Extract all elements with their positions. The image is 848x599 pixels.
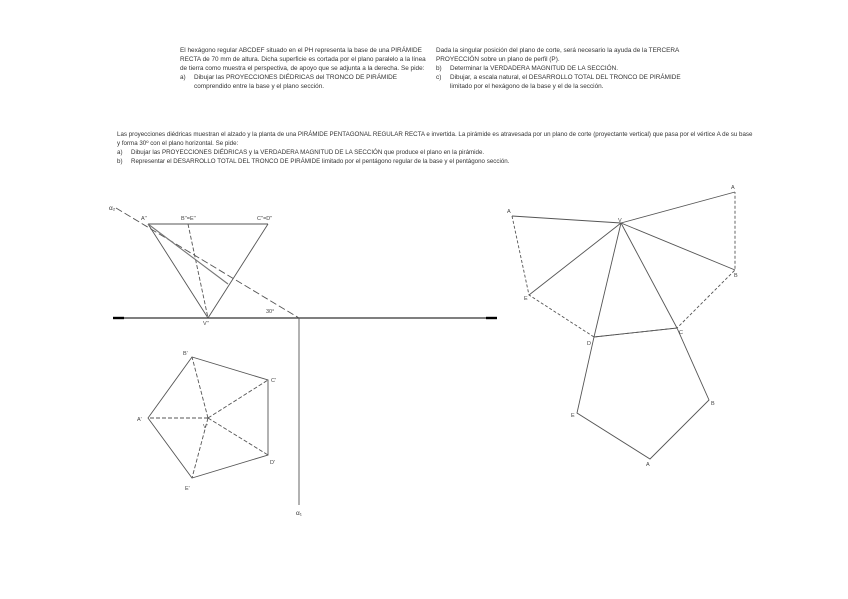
item-label: b)	[117, 158, 123, 165]
dev-section-outline	[512, 192, 735, 337]
dev-label-b-bottom: B	[711, 401, 715, 407]
dev-label-e-bottom: E	[571, 413, 575, 419]
plan-edge-vc	[208, 380, 268, 418]
plan-label-c: C'	[271, 378, 277, 384]
elev-label-cd: C''=D''	[257, 216, 273, 222]
elev-label-v: V''	[203, 321, 209, 327]
elev-label-be: B''=E''	[181, 216, 196, 222]
dev-label-a-left: A	[507, 209, 511, 215]
dev-label-d: D	[587, 341, 591, 347]
plan-label-a: A'	[137, 417, 142, 423]
intro-text: El hexágono regular ABCDEF situado en el PH representa la base de una PIRÁMIDE RECTA de 70 mm de altura. Dicha superficie es cortada por el plano paralelo a la línea de tierra como muestra el perspectiva, de apoyo que se adjunta a la derecha. Se pide:	[180, 47, 426, 72]
dev-edge-vd	[594, 223, 621, 337]
item-label: c)	[436, 74, 442, 81]
plan-label-v: V'	[203, 424, 208, 430]
dev-label-v: V	[618, 218, 622, 224]
item-label: a)	[180, 74, 186, 81]
dev-label-a-right: A	[731, 185, 735, 191]
dev-label-a-bottom: A	[646, 462, 650, 468]
intro-text: Dada la singular posición del plano de corte, será necesario la ayuda de la TERCERA PROYECCIÓN sobre un plano de perfil (P).	[436, 47, 679, 63]
elev-label-a: A''	[141, 216, 147, 222]
plan-view	[148, 357, 268, 478]
exercise-intro: Las proyecciones diédricas muestran el alzado y la planta de una PIRÁMIDE PENTAGONAL REGULAR RECTA e invertida. La pirámide es atravesada por un plano de corte (proyectante vertical) que pasa por el vértice A de su base y forma 30º con el plano horizontal. Se pide:	[117, 131, 753, 147]
plane-trace-vertical	[116, 208, 299, 318]
item-text: Representar el DESARROLLO TOTAL DEL TRONCO DE PIRÁMIDE limitado por el pentágono regular de la base y el pentágono sección.	[131, 158, 510, 165]
dev-base-pentagon	[577, 328, 709, 459]
item-label: a)	[117, 149, 123, 156]
plan-label-b: B'	[183, 351, 188, 357]
elev-edge-b	[188, 224, 208, 318]
plan-edge-vd	[208, 418, 268, 455]
dev-label-b-top: B	[734, 273, 738, 279]
elevation-view	[148, 224, 268, 318]
item-text: Dibujar las PROYECCIONES DIÉDRICAS y la VERDADERA MAGNITUD DE LA SECCIÓN que produce el plano en la pirámide.	[131, 149, 485, 156]
plan-label-d: D'	[270, 460, 276, 466]
item-text: Dibujar las PROYECCIONES DIÉDRICAS del TRONCO DE PIRÁMIDE comprendido entre la base y el plano sección.	[194, 74, 398, 90]
dev-edge-va2	[621, 192, 735, 223]
elev-edge-c	[208, 224, 268, 318]
item-text: Dibujar, a escala natural, el DESARROLLO TOTAL DEL TRONCO DE PIRÁMIDE limitado por el hexágono de la base y el de la sección.	[450, 74, 681, 90]
angle-label: 30°	[266, 309, 275, 315]
dev-edge-ve	[529, 223, 621, 295]
dev-edge-vc	[621, 223, 677, 328]
dev-label-e-top: E	[524, 296, 528, 302]
alpha-top-label: α₂	[109, 205, 116, 212]
item-label: b)	[436, 65, 442, 72]
dev-edge-va1	[512, 216, 621, 223]
plan-label-e: E'	[185, 486, 190, 492]
alpha-bottom-label: α₁	[296, 510, 302, 517]
elev-section	[148, 224, 228, 284]
dev-label-c: C	[679, 330, 683, 336]
plan-edge-vb	[192, 357, 208, 418]
item-text: Determinar la VERDADERA MAGNITUD DE LA SECCIÓN.	[450, 65, 618, 72]
elev-edge-a	[148, 224, 208, 318]
development-view	[512, 192, 735, 459]
dev-edge-vb	[621, 223, 735, 270]
